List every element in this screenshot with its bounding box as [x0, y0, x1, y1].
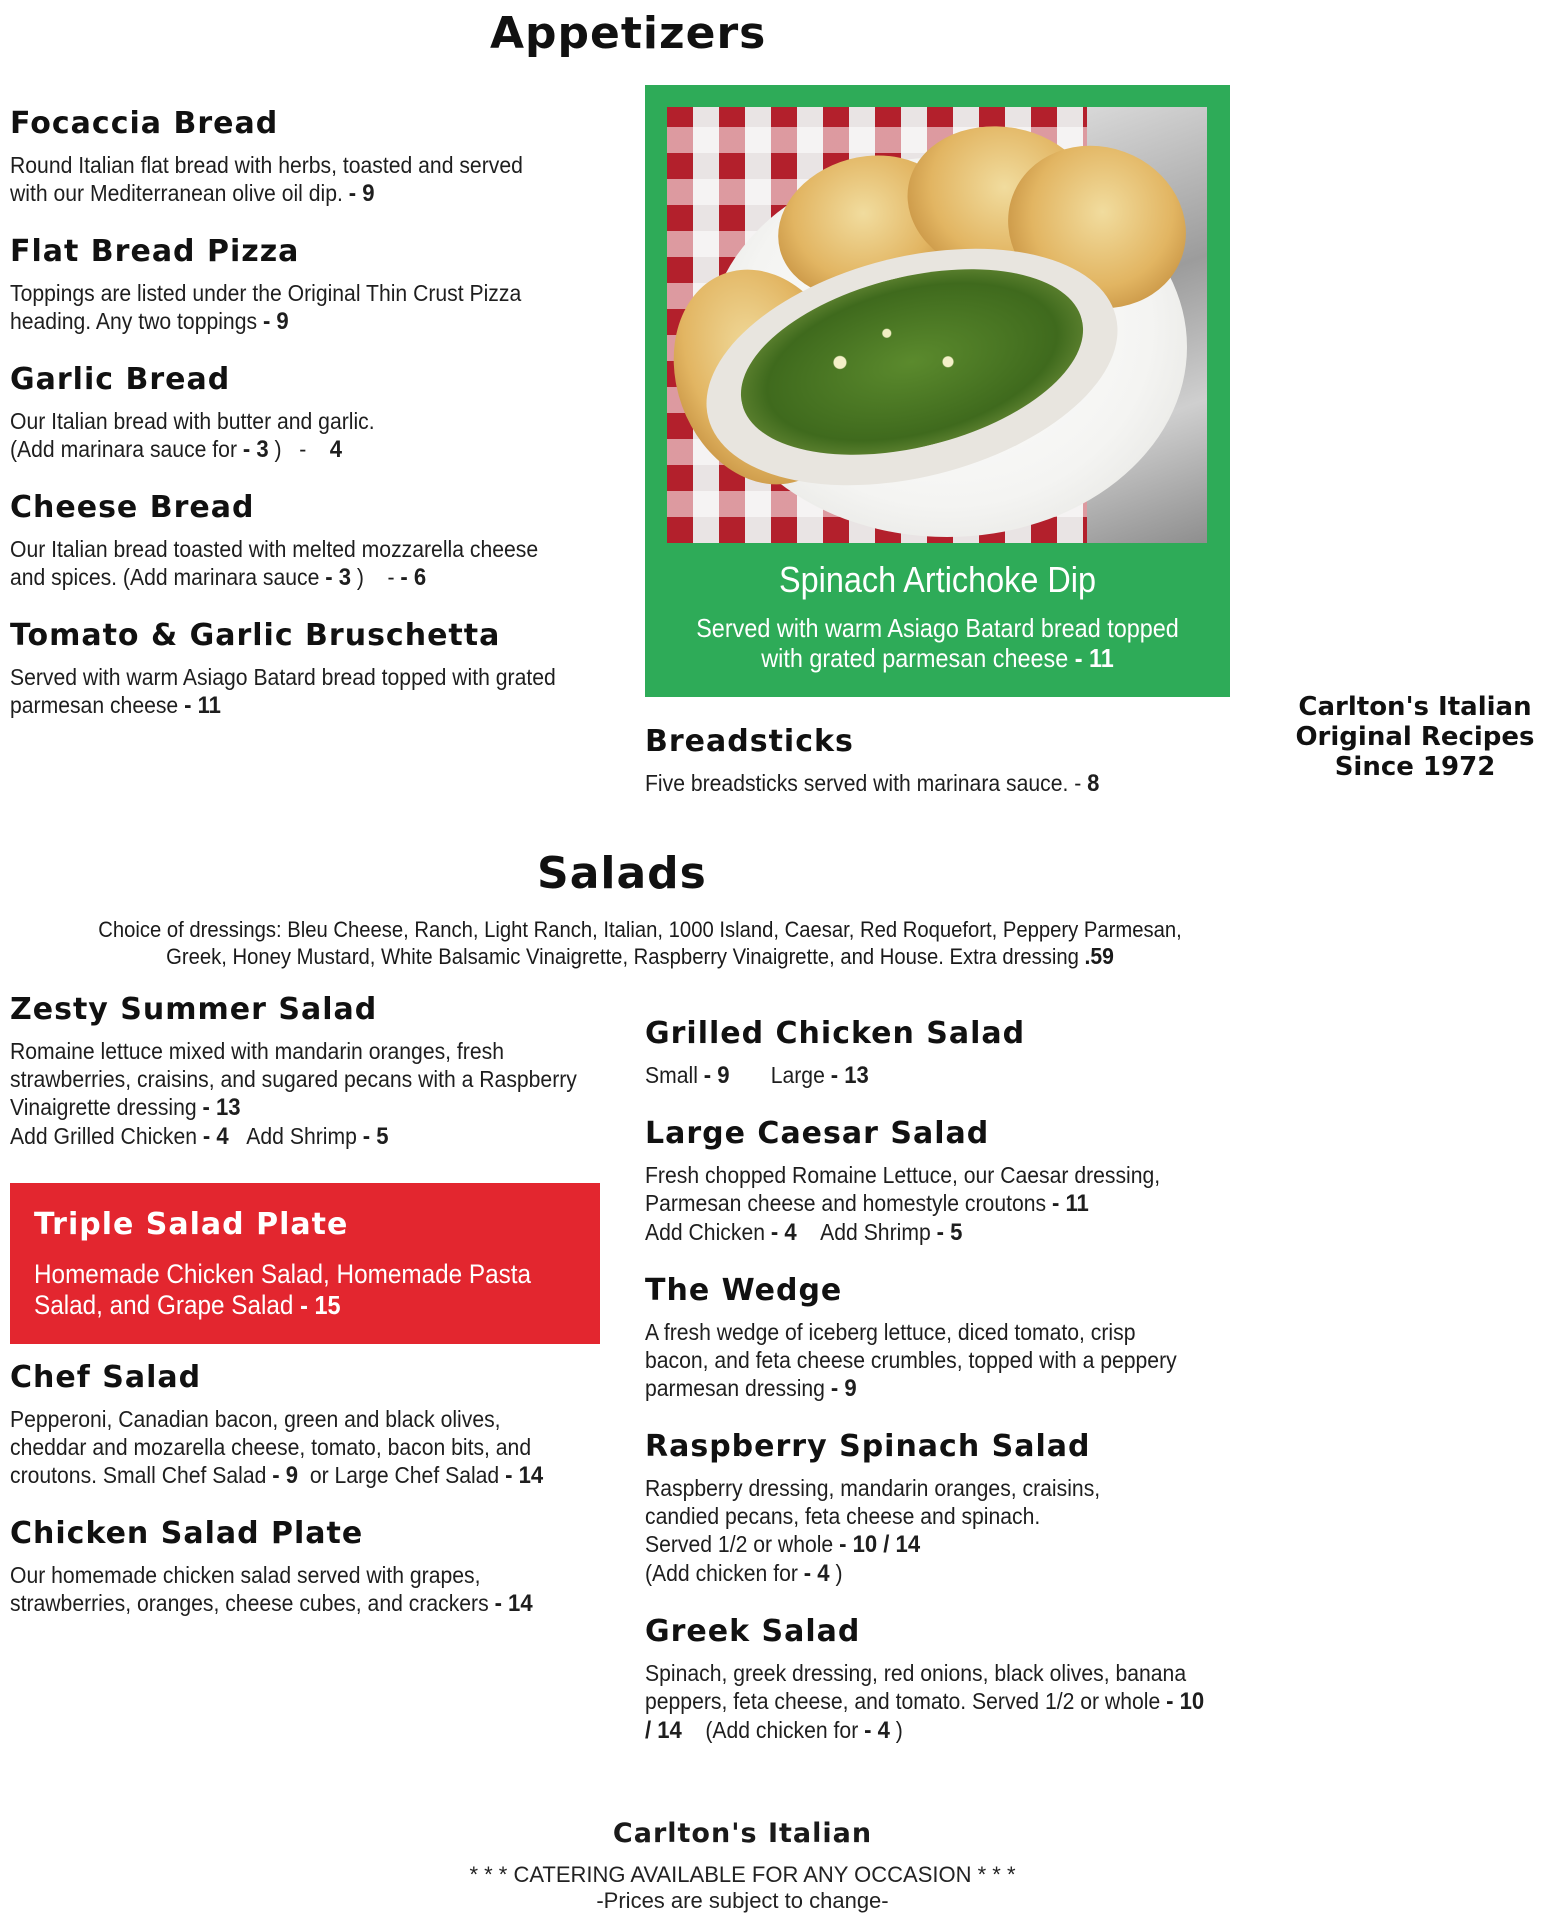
menu-item-the-wedge — [645, 1273, 1265, 1403]
featured-item-description — [674, 613, 1201, 673]
item-description — [10, 279, 599, 336]
item-description — [645, 1474, 1215, 1588]
item-price: - 11 — [184, 692, 221, 719]
addon-price: - 3 — [325, 564, 351, 591]
item-desc-text: Round Italian flat bread with herbs, toasted and served with our Mediterranean olive oil dip. — [10, 152, 523, 206]
item-desc-line: Raspberry dressing, mandarin oranges, craisins, — [645, 1475, 1101, 1501]
triple-salad-plate-box — [10, 1183, 600, 1344]
large-price: - 13 — [830, 1062, 869, 1089]
size-large: Large — [770, 1062, 825, 1088]
appetizers-heading: Appetizers — [490, 8, 767, 59]
item-description — [10, 663, 562, 720]
item-desc-text: Toppings are listed under the Original Thin Crust Pizza heading. Any two toppings — [10, 280, 522, 334]
item-description — [645, 1659, 1206, 1745]
item-desc-line: candied pecans, feta cheese and spinach. — [645, 1503, 1041, 1529]
dressing-list: Choice of dressings: Bleu Cheese, Ranch, Light Ranch, Italian, 1000 Island, Caesar, Red Roquefort, Peppery Parmesan, Greek, Honey Mustard, White Balsamic Vinaigrette, Raspberry Vinaigrette, and House. Extra dressing — [98, 917, 1182, 969]
item-desc-line — [645, 1530, 1215, 1559]
item-name: Zesty Summer Salad — [10, 992, 378, 1027]
item-desc-text-2: or Large Chef Salad — [309, 1462, 500, 1488]
item-description — [645, 1161, 1234, 1247]
footer-catering: * * * CATERING AVAILABLE FOR ANY OCCASION * * * — [469, 1862, 1016, 1887]
item-name: Grilled Chicken Salad — [645, 1016, 1026, 1051]
menu-item-raspberry-spinach-salad — [645, 1429, 1265, 1588]
addon-chicken: Add Chicken — [645, 1219, 765, 1245]
salads-heading: Salads — [537, 848, 707, 899]
menu-item-chef-salad — [10, 1360, 600, 1490]
item-name: Triple Salad Plate — [34, 1207, 349, 1242]
item-description — [645, 1061, 1215, 1090]
addon-close: ) — [274, 436, 282, 462]
item-description — [10, 1561, 571, 1618]
item-name: Tomato & Garlic Bruschetta — [10, 618, 501, 653]
item-desc-text: Homemade Chicken Salad, Homemade Pasta Salad, and Grape Salad — [34, 1259, 532, 1320]
item-description — [10, 407, 553, 464]
item-desc-line: Our Italian bread with butter and garlic. — [10, 408, 375, 434]
addon-chicken-price: - 4 — [202, 1123, 229, 1150]
footer-price-note: -Prices are subject to change- — [596, 1888, 889, 1913]
addon-price: - 3 — [242, 436, 269, 463]
salads-right-column — [645, 1016, 1265, 1771]
addon-close: ) — [895, 1717, 903, 1743]
item-name: Breadsticks — [645, 724, 854, 759]
small-price: - 9 — [703, 1062, 730, 1089]
item-price: - 9 — [830, 1375, 857, 1402]
item-desc-text: Our Italian bread toasted with melted mozzarella cheese and spices. (Add marinara sauce — [10, 536, 539, 590]
item-description — [10, 1405, 571, 1490]
item-desc-line — [10, 435, 553, 464]
menu-item-cheese-bread — [10, 490, 600, 592]
item-name: Large Caesar Salad — [645, 1116, 990, 1151]
item-price: - 11 — [1051, 1190, 1089, 1217]
item-desc-text: Pepperoni, Canadian bacon, green and black olives, cheddar and mozarella cheese, tomato, bacon bits, and croutons. Small Chef Salad — [10, 1406, 532, 1488]
item-price: - 10 / 14 — [645, 1688, 1205, 1744]
size-small: Small — [645, 1062, 698, 1088]
item-name: The Wedge — [645, 1273, 843, 1308]
extra-dressing-price: .59 — [1084, 943, 1114, 969]
item-name: Cheese Bread — [10, 490, 255, 525]
item-desc-text: Five breadsticks served with marinara sauce. - — [645, 770, 1082, 796]
item-desc-text: Served with warm Asiago Batard bread topped with grated parmesan cheese — [10, 664, 556, 718]
appetizers-left-column — [10, 106, 600, 746]
addon-text: (Add marinara sauce for — [10, 436, 237, 462]
salads-left-column-bottom — [10, 1360, 600, 1644]
price-dash: - — [387, 564, 395, 590]
item-description — [10, 535, 571, 592]
menu-item-breadsticks — [645, 724, 1265, 798]
item-description — [645, 1318, 1188, 1403]
addon-close: ) — [356, 564, 364, 590]
item-price: 8 — [1087, 770, 1100, 797]
item-name: Chicken Salad Plate — [10, 1516, 364, 1551]
item-price: - 14 — [494, 1590, 533, 1617]
menu-item-large-caesar-salad — [645, 1116, 1265, 1247]
menu-item-flat-bread-pizza — [10, 234, 600, 336]
item-desc-text: Spinach, greek dressing, red onions, black olives, banana peppers, feta cheese, and tomato. Served 1/2 or whole — [645, 1660, 1187, 1714]
item-desc-text: A fresh wedge of iceberg lettuce, diced tomato, crisp bacon, and feta cheese crumbles, topped with a peppery parmesan dressing — [645, 1319, 1177, 1401]
item-desc-line — [645, 1559, 1215, 1588]
item-description — [10, 1037, 580, 1151]
featured-item-name: Spinach Artichoke Dip — [779, 559, 1096, 600]
item-desc-text: Our homemade chicken salad served with grapes, strawberries, oranges, cheese cubes, and crackers — [10, 1562, 489, 1616]
addon-line — [10, 1122, 580, 1151]
footer-restaurant-name: Carlton's Italian — [612, 1818, 873, 1849]
item-price: - 9 — [262, 308, 289, 335]
menu-item-zesty-summer-salad — [10, 992, 600, 1151]
item-description — [645, 769, 1215, 798]
item-price: - 6 — [400, 564, 427, 591]
menu-item-garlic-bread — [10, 362, 600, 464]
menu-item-focaccia — [10, 106, 600, 208]
item-name: Focaccia Bread — [10, 106, 279, 141]
menu-item-greek-salad — [645, 1614, 1265, 1745]
since-1972-note: Carlton's Italian Original Recipes Since 1972 — [1295, 692, 1535, 782]
menu-item-chicken-salad-plate — [10, 1516, 600, 1618]
dressing-choices — [70, 916, 1211, 970]
item-name: Garlic Bread — [10, 362, 231, 397]
item-price: 4 — [329, 436, 343, 463]
addon-shrimp-price: - 5 — [362, 1123, 389, 1150]
large-price: - 14 — [505, 1462, 544, 1489]
addon-line — [645, 1218, 1234, 1247]
item-price: - 10 / 14 — [839, 1531, 921, 1558]
item-name: Greek Salad — [645, 1614, 861, 1649]
addon-price: - 4 — [864, 1717, 890, 1744]
featured-desc-text: Served with warm Asiago Batard bread topped with grated parmesan cheese — [696, 613, 1179, 673]
item-price: - 13 — [202, 1094, 241, 1121]
small-price: - 9 — [272, 1462, 299, 1489]
item-name: Chef Salad — [10, 1360, 202, 1395]
item-name: Flat Bread Pizza — [10, 234, 300, 269]
item-desc-text: Romaine lettuce mixed with mandarin oranges, fresh strawberries, craisins, and sugared pecans with a Raspberry Vinaigrette dressing — [10, 1038, 577, 1120]
addon-close: ) — [835, 1560, 843, 1586]
price-dash: - — [299, 436, 307, 462]
addon-text: (Add chicken for — [705, 1717, 859, 1743]
addon-shrimp-price: - 5 — [936, 1219, 963, 1246]
salads-left-column-top — [10, 992, 600, 1177]
item-desc-text: Fresh chopped Romaine Lettuce, our Caesar dressing, Parmesan cheese and homestyle croutons — [645, 1162, 1161, 1216]
menu-item-grilled-chicken-salad — [645, 1016, 1265, 1090]
item-description — [10, 151, 525, 208]
serving-text: Served 1/2 or whole — [645, 1531, 834, 1557]
item-name: Raspberry Spinach Salad — [645, 1429, 1091, 1464]
addon-text: (Add chicken for — [645, 1560, 798, 1586]
featured-item-price: - 11 — [1074, 643, 1114, 673]
item-description — [34, 1259, 556, 1321]
featured-item-box — [645, 85, 1230, 697]
addon-chicken: Add Grilled Chicken — [10, 1123, 198, 1149]
menu-item-bruschetta — [10, 618, 600, 720]
addon-chicken-price: - 4 — [770, 1219, 797, 1246]
addon-price: - 4 — [803, 1560, 830, 1587]
addon-shrimp: Add Shrimp — [820, 1219, 931, 1245]
item-price: - 15 — [300, 1290, 341, 1320]
addon-shrimp: Add Shrimp — [246, 1123, 357, 1149]
spinach-dip-photo — [667, 107, 1207, 543]
item-price: - 9 — [348, 180, 375, 207]
